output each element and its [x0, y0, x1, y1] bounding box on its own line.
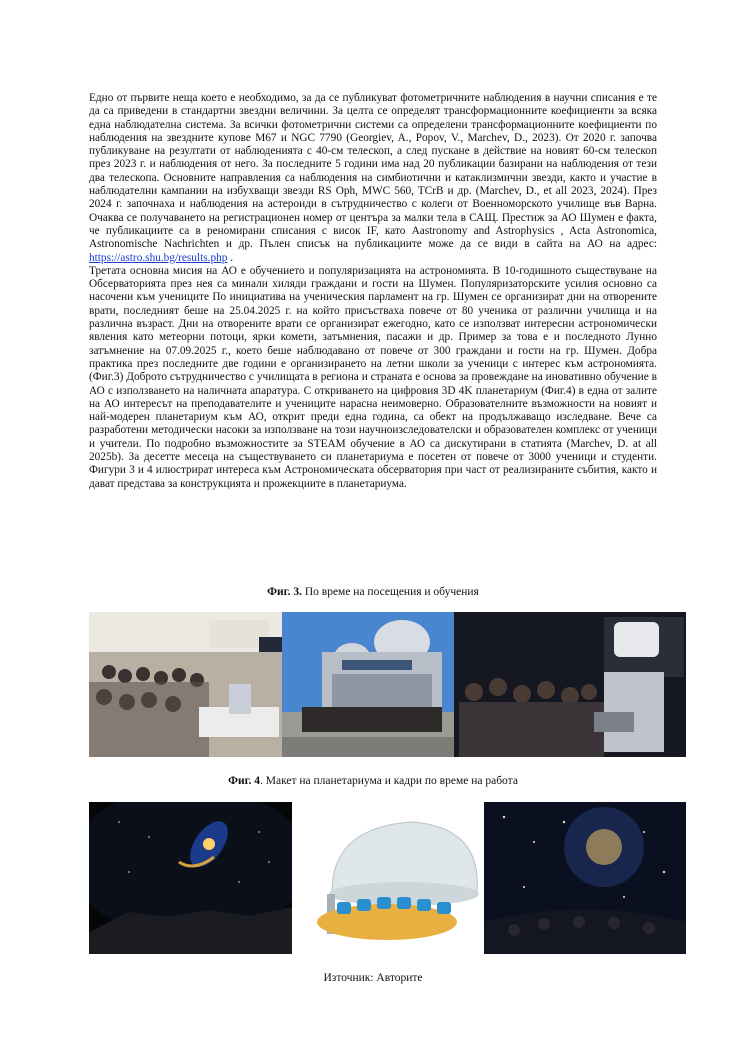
figure-4-label: Фиг. 4 [228, 775, 260, 787]
figure-3-label: Фиг. 3. [267, 586, 302, 598]
figure-3-text: По време на посещения и обучения [301, 586, 479, 598]
dome-show-photo [484, 802, 686, 954]
figure-4-text: . Макет на планетариума и кадри по време на работа [260, 775, 518, 787]
paragraph-2: Третата основна мисия на АО е обучението и популяризацията на астрономията. В 10-годишното съществуване на Обсерваторията през нея са минали хиляди граждани и гости на Шумен. Популяризаторските усилия основно са насочени към учениците По инициатива на ученическия парламент на гр. Шумен се организират дни на отворените врати, последният беше на 25.04.2025 г. на който присъстваха повече от 80 ученика от различни училища и на различна възраст. Дни на отворените врати се организират ежегодно, като се използват интересни астрономически явления като метеорни потоци, ярки комети, затъмнения, пасажи и др. Пример за това е и последното Лунно затъмнение на 07.09.2025 г., което беше наблюдавано от повече от 300 граждани и гости на гр. Шумен. Добра практика през последните две години е организирането на летни школи за ученици с интерес към астрономията.(Фиг.3) Доброто сътрудничество с училищата в региона и страната е основа за провеждане на иновативно обучение в АО с използването на наличната апаратура. С откриването на цифровия 3D 4K планетариум (Фиг.4) в една от залите на АО интересът на преподавателите и учениците нарасна неимоверно. Образователните възможности на новият и най-модерен планетариум към АО, открит преди една година, са обект на продължаващо изследване. Вече са разработени методически насоки за използване на този научноизследователски и образователен комплекс от ученици и учители. По подробно възможностите за STEAM обучение в АО са дискутирани в статията (Marchev, D. at all 2025b). За десетте месеца на съществуването си планетариума е посетен от повече от 3000 ученици и студенти. Фигури 3 и 4 илюстрират интереса към Астрономическата обсерватория при част от реализираните събития, както и дават представа за конструкцията и прожекциите в планетариума. [89, 264, 657, 490]
classroom-photo [89, 612, 282, 757]
paragraph-1-text: Едно от първите неща което е необходимо, за да се публикуват фотометричните наблюдения в научни списания е те да са приведени в стандартни звездни величини. За целта се определят трансформационните коефициенти за всяка една наблюдателна система. За всички фотометрични системи са определени трансформационните коефициенти по наблюдения на звездните купове M67 и NGC 7790 (Georgiev, A., Popov, V., Marchev, D., 2023). От 2020 г. започва публикуване на резултати от наблюденията с 40-см телескоп, а след пускане в действие на новият 60-см телескоп през 2023 г. и наблюдения от него. За последните 5 години има над 20 публикации базирани на наблюдения от тези два телескопа. Основните направления са наблюдения на симбиотични и катаклизмични звезди, както и участие в наблюдателни кампании на избухващи звезди RS Oph, MWC 560, TCrB и др. (Marchev, D., et all 2023, 2024). През 2024 г. започнаха и наблюдения на астероиди в сътрудничество с колеги от Военноморското училище във Варна. Очаква се получаването на регистрационен номер от центъра за малки тела в САЩ. Престиж за АО Шумен е факта, че публикациите са в реномирани списания с висок IF, като Aastronomy and Astrophysics , Acta Astronomica, Astronomische Nachrichten и др. Пълен списък на публикациите може да се види в сайта на АО на адрес: [89, 92, 657, 251]
paragraph-1 [89, 92, 657, 265]
telescope-photo [454, 612, 686, 757]
results-link[interactable]: https://astro.shu.bg/results.php [89, 251, 228, 264]
observatory-group-photo [282, 612, 454, 757]
source-line: Източник: Авторите [323, 971, 423, 984]
body-text [89, 92, 657, 491]
dome-projection-photo [89, 802, 292, 954]
figure-3-photos [89, 612, 686, 757]
paragraph-1-end: . [227, 251, 234, 264]
figure-4-caption [89, 775, 657, 787]
figure-4-photos [89, 802, 686, 954]
figure-3-caption [89, 586, 657, 598]
planetarium-model-photo [292, 802, 484, 954]
